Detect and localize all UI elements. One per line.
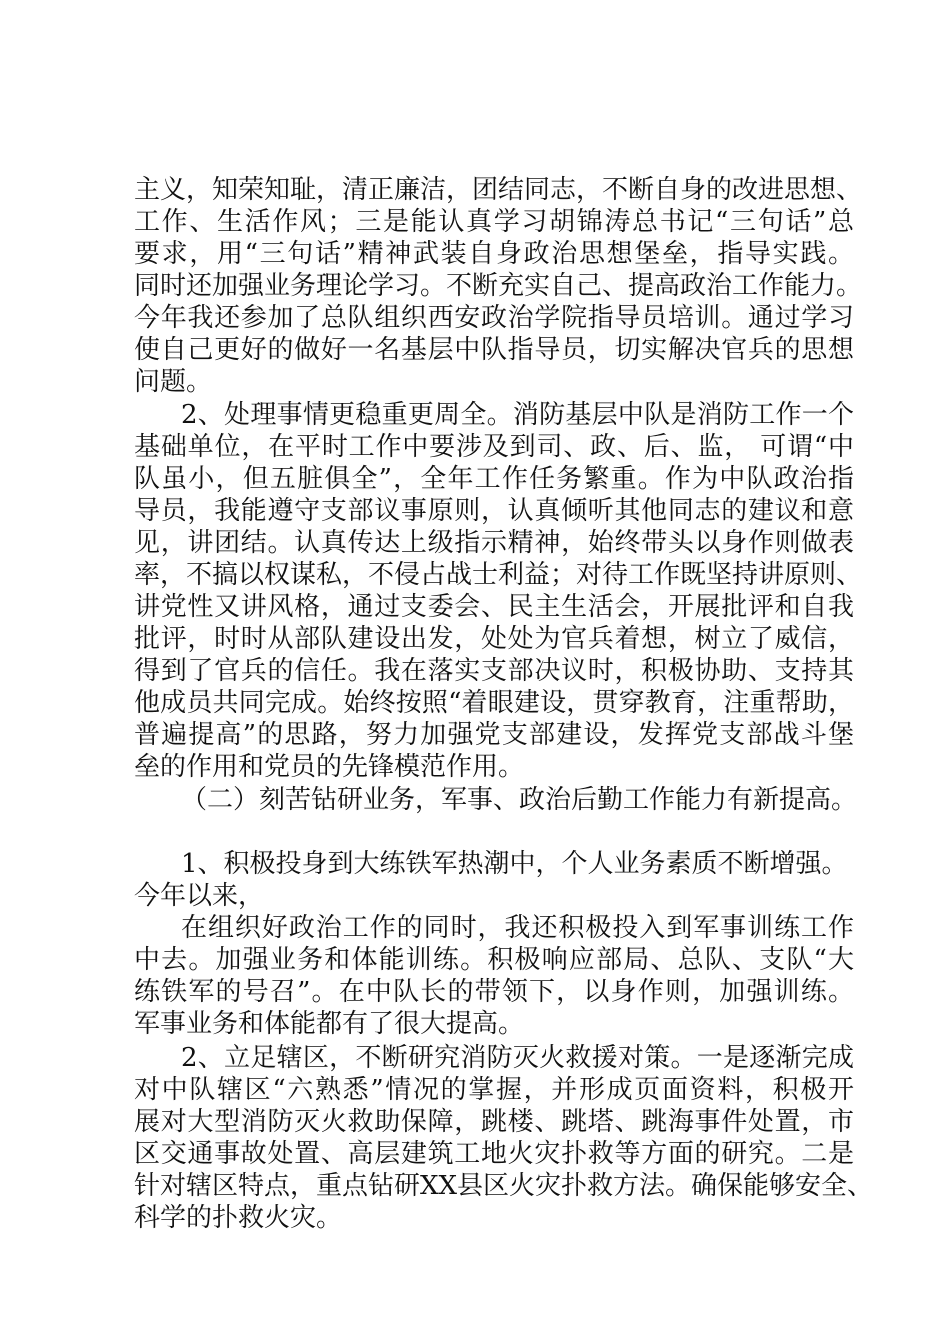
text-line: 区交通事故处置、高层建筑工地火灾扑救等方面的研究。二是 xyxy=(134,1139,854,1169)
text-line: 基础单位，在平时工作中要涉及到司、政、后、监， 可谓“中 xyxy=(134,432,854,462)
text-line: 垒的作用和党员的先锋模范作用。 xyxy=(134,752,525,782)
text-line: 率，不搞以权谋私，不侵占战士利益；对待工作既坚持讲原则、 xyxy=(134,560,863,590)
text-line: 科学的扑救火灾。 xyxy=(134,1203,343,1233)
text-line: 中去。加强业务和体能训练。积极响应部局、总队、支队“大 xyxy=(134,945,854,975)
paragraph-first-line: 在组织好政治工作的同时，我还积极投入到军事训练工作 xyxy=(181,913,854,943)
text-line: 使自己更好的做好一名基层中队指导员，切实解决官兵的思想 xyxy=(134,335,854,365)
text-line: 批评，时时从部队建设出发，处处为官兵着想，树立了威信， xyxy=(134,624,854,654)
text-line: 要求，用“三句话”精神武装自身政治思想堡垒，指导实践。 xyxy=(134,239,854,269)
text-line: 练铁军的号召”。在中队长的带领下，以身作则，加强训练。 xyxy=(134,977,854,1007)
paragraph-first-line: 1、积极投身到大练铁军热潮中，个人业务素质不断增强。 xyxy=(181,849,848,879)
paragraph-first-line: 2、立足辖区，不断研究消防灭火救援对策。一是逐渐完成 xyxy=(181,1043,854,1073)
text-line: 得到了官兵的信任。我在落实支部决议时，积极协助、支持其 xyxy=(134,656,854,686)
section-heading: （二）刻苦钻研业务，军事、政治后勤工作能力有新提高。 xyxy=(181,785,858,815)
text-line: 今年我还参加了总队组织西安政治学院指导员培训。通过学习 xyxy=(134,303,854,333)
text-line: 今年以来， xyxy=(134,881,265,911)
text-line: 工作、生活作风；三是能认真学习胡锦涛总书记“三句话”总 xyxy=(134,207,854,237)
text-line: 问题。 xyxy=(134,367,213,397)
text-line: 同时还加强业务理论学习。不断充实自己、提高政治工作能力。 xyxy=(134,271,863,301)
text-line: 他成员共同完成。始终按照“着眼建设，贯穿教育，注重帮助， xyxy=(134,688,854,718)
text-line: 队虽小，但五脏俱全”，全年工作任务繁重。作为中队政治指 xyxy=(134,464,854,494)
text-line: 导员，我能遵守支部议事原则，认真倾听其他同志的建议和意 xyxy=(134,496,854,526)
text-line: 讲党性又讲风格，通过支委会、民主生活会，开展批评和自我 xyxy=(134,592,854,622)
text-line: 针对辖区特点，重点钻研XX县区火灾扑救方法。确保能够安全、 xyxy=(134,1171,874,1201)
text-line: 对中队辖区“六熟悉”情况的掌握，并形成页面资料，积极开 xyxy=(134,1075,854,1105)
text-line: 普遍提高”的思路，努力加强党支部建设，发挥党支部战斗堡 xyxy=(134,720,854,750)
text-line: 展对大型消防灭火救助保障，跳楼、跳塔、跳海事件处置，市 xyxy=(134,1107,854,1137)
text-line: 主义，知荣知耻，清正廉洁，团结同志，不断自身的改进思想、 xyxy=(134,175,863,205)
text-line: 军事业务和体能都有了很大提高。 xyxy=(134,1009,525,1039)
text-line: 见，讲团结。认真传达上级指示精神，始终带头以身作则做表 xyxy=(134,528,854,558)
paragraph-first-line: 2、处理事情更稳重更周全。消防基层中队是消防工作一个 xyxy=(181,400,854,430)
